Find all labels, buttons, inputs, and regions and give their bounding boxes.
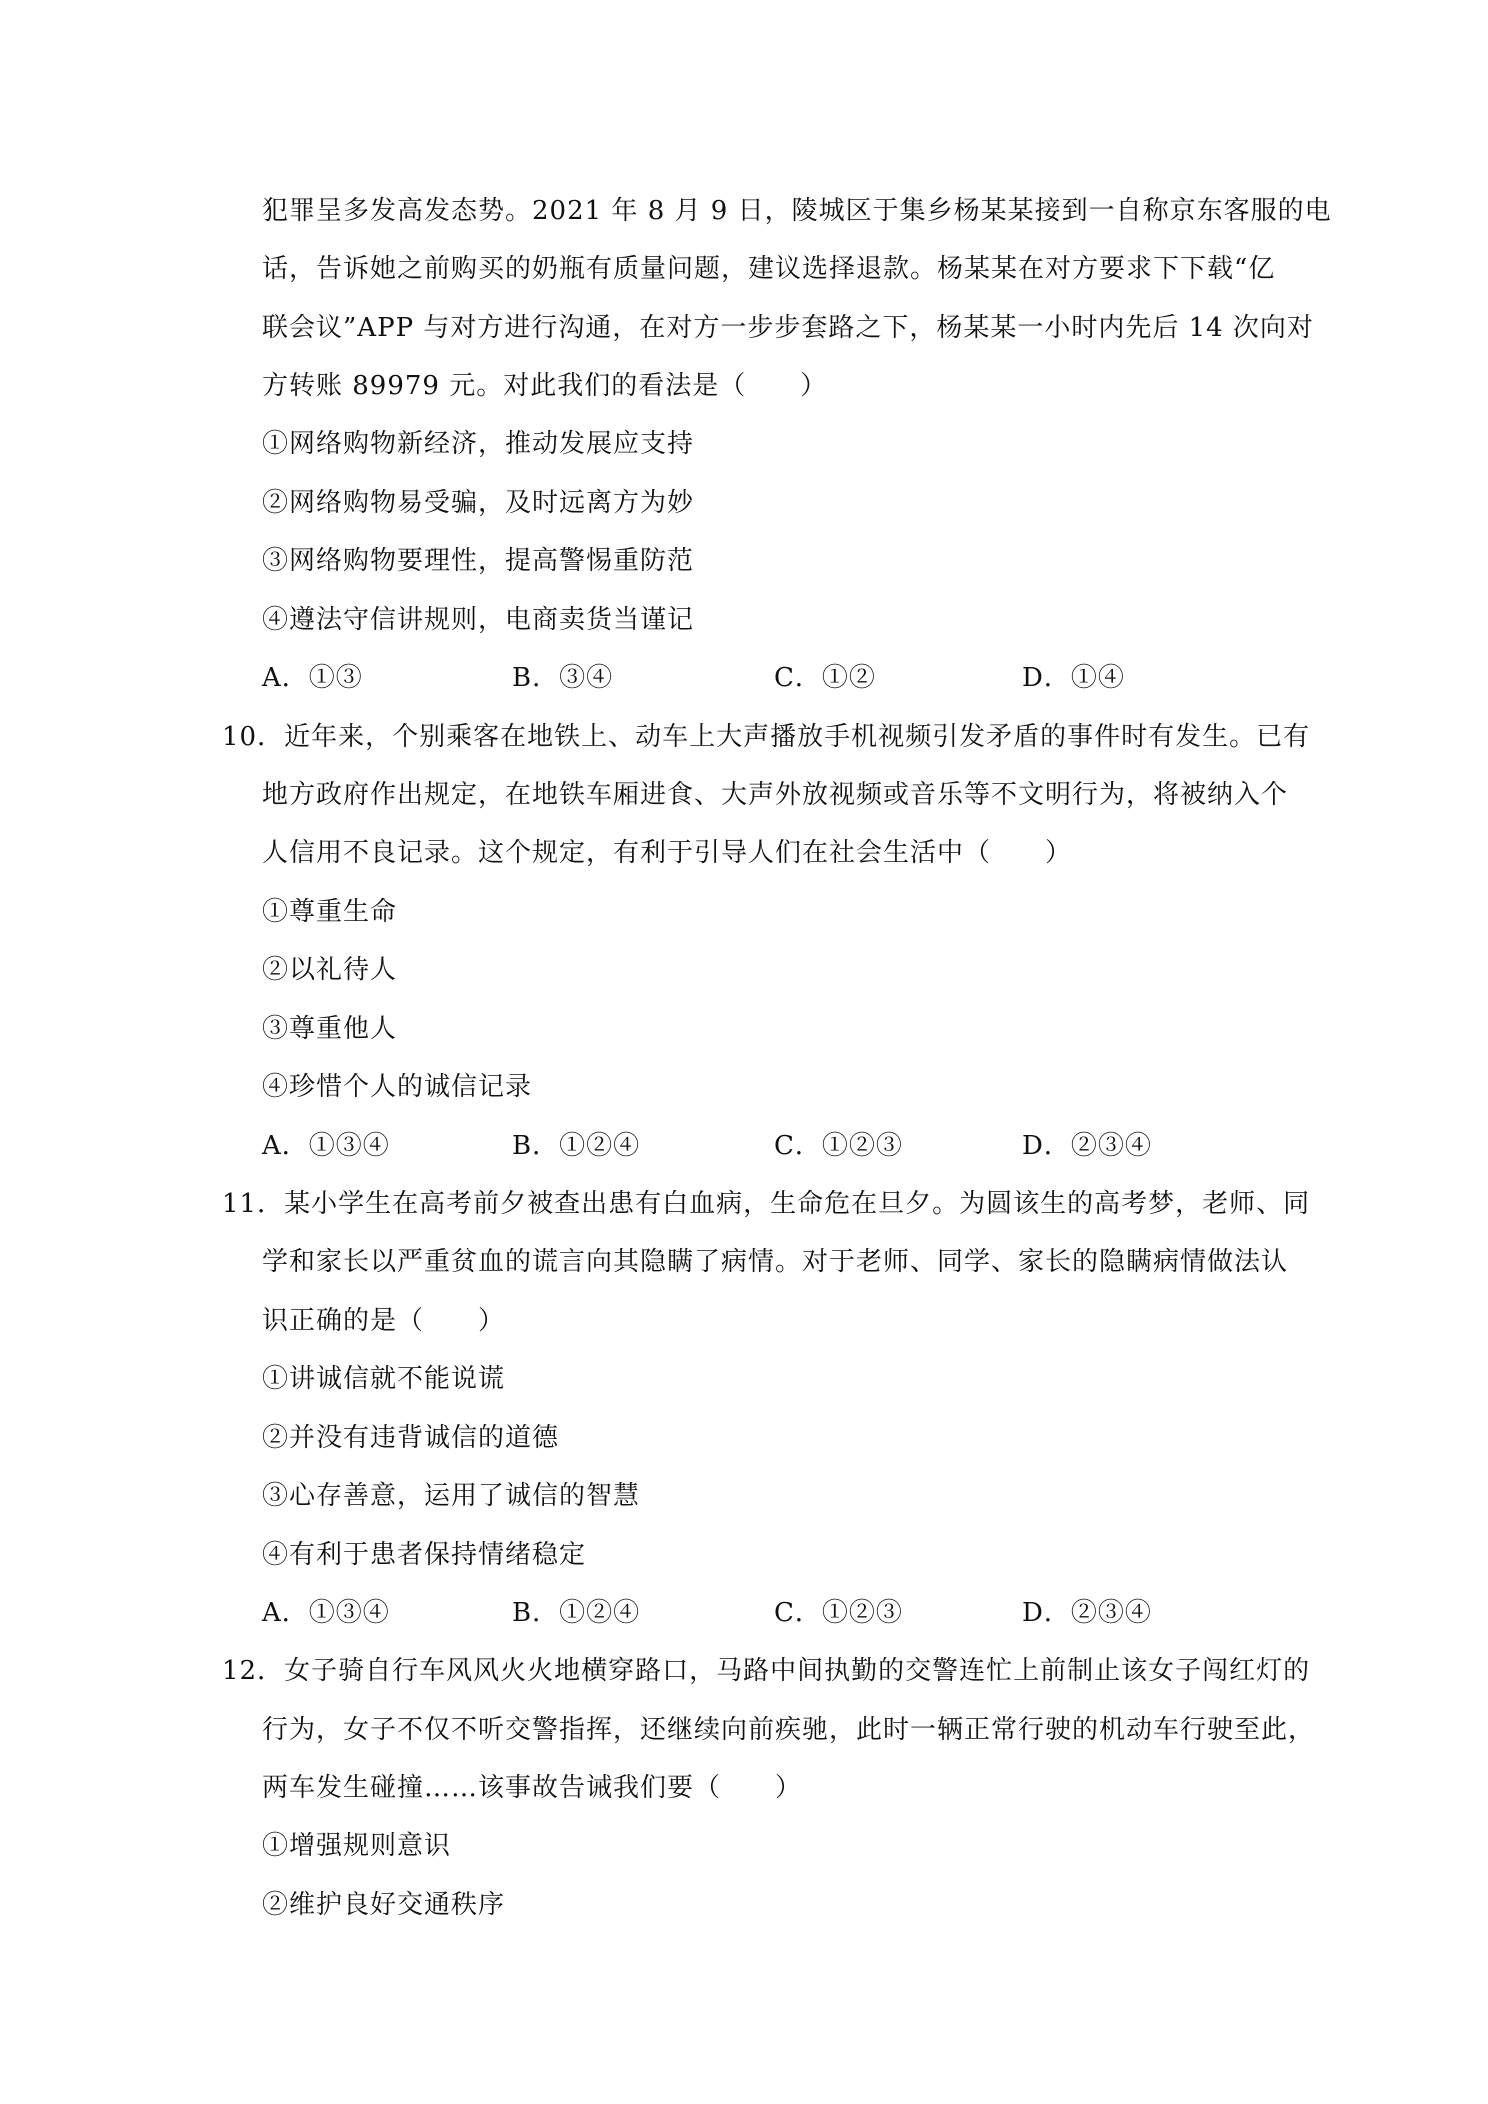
q11-choice-a[interactable]: A．①③④	[262, 1598, 390, 1628]
q10-option-4: ④珍惜个人的诚信记录	[262, 1072, 533, 1102]
q9-choice-a[interactable]: A．①③	[262, 663, 363, 693]
q9-option-4: ④遵法守信讲规则，电商卖货当谨记	[262, 605, 695, 635]
q9-option-1: ①网络购物新经济，推动发展应支持	[262, 429, 695, 459]
q11-text-line-1: 11．某小学生在高考前夕被查出患有白血病，生命危在旦夕。为圆该生的高考梦，老师、同	[222, 1189, 1311, 1219]
q12-text-line-2: 行为，女子不仅不听交警指挥，还继续向前疾驰，此时一辆正常行驶的机动车行驶至此，	[262, 1715, 1316, 1745]
q11-option-1: ①讲诚信就不能说谎	[262, 1364, 506, 1394]
q11-option-4: ④有利于患者保持情绪稳定	[262, 1540, 587, 1570]
q11-option-3: ③心存善意，运用了诚信的智慧	[262, 1481, 641, 1511]
q12-text-line-3: 两车发生碰撞……该事故告诫我们要（ ）	[262, 1773, 803, 1803]
q9-text-line-4: 方转账 89979 元。对此我们的看法是（ ）	[262, 371, 828, 401]
q10-text-line-3: 人信用不良记录。这个规定，有利于引导人们在社会生活中（ ）	[262, 838, 1073, 868]
q9-text-line-3: 联会议”APP 与对方进行沟通，在对方一步步套路之下，杨某某一小时内先后 14 次向对	[262, 313, 1314, 343]
q11-text-line-2: 学和家长以严重贫血的谎言向其隐瞒了病情。对于老师、同学、家长的隐瞒病情做法认	[262, 1247, 1289, 1277]
q11-text-line-3: 识正确的是（ ）	[262, 1306, 506, 1336]
q10-option-3: ③尊重他人	[262, 1014, 398, 1044]
q11-option-2: ②并没有违背诚信的道德	[262, 1423, 560, 1453]
q10-option-2: ②以礼待人	[262, 955, 398, 985]
q11-choice-c[interactable]: C．①②③	[774, 1598, 903, 1628]
q9-choice-c[interactable]: C．①②	[774, 663, 876, 693]
q11-choice-b[interactable]: B．①②④	[512, 1598, 641, 1628]
q11-choice-d[interactable]: D．②③④	[1022, 1598, 1152, 1628]
q9-choice-d[interactable]: D．①④	[1022, 663, 1125, 693]
q10-choice-c[interactable]: C．①②③	[774, 1131, 903, 1161]
q12-option-2: ②维护良好交通秩序	[262, 1890, 506, 1920]
q12-text-line-1: 12．女子骑自行车风风火火地横穿路口，马路中间执勤的交警连忙上前制止该女子闯红灯的	[222, 1656, 1311, 1686]
q10-text-line-2: 地方政府作出规定，在地铁车厢进食、大声外放视频或音乐等不文明行为，将被纳入个	[262, 780, 1289, 810]
q12-option-1: ①增强规则意识	[262, 1831, 452, 1861]
q9-text-line-2: 话，告诉她之前购买的奶瓶有质量问题，建议选择退款。杨某某在对方要求下下载“亿	[262, 254, 1276, 284]
q9-option-3: ③网络购物要理性，提高警惕重防范	[262, 546, 695, 576]
q10-choice-d[interactable]: D．②③④	[1022, 1131, 1152, 1161]
q10-text-line-1: 10．近年来，个别乘客在地铁上、动车上大声播放手机视频引发矛盾的事件时有发生。已有	[222, 722, 1311, 752]
q10-option-1: ①尊重生命	[262, 897, 398, 927]
q10-choice-b[interactable]: B．①②④	[512, 1131, 641, 1161]
q9-choice-b[interactable]: B．③④	[512, 663, 614, 693]
q10-choice-a[interactable]: A．①③④	[262, 1131, 390, 1161]
q9-option-2: ②网络购物易受骗，及时远离方为妙	[262, 488, 695, 518]
q9-text-line-1: 犯罪呈多发高发态势。2021 年 8 月 9 日，陵城区于集乡杨某某接到一自称京东客服的电	[262, 196, 1332, 226]
